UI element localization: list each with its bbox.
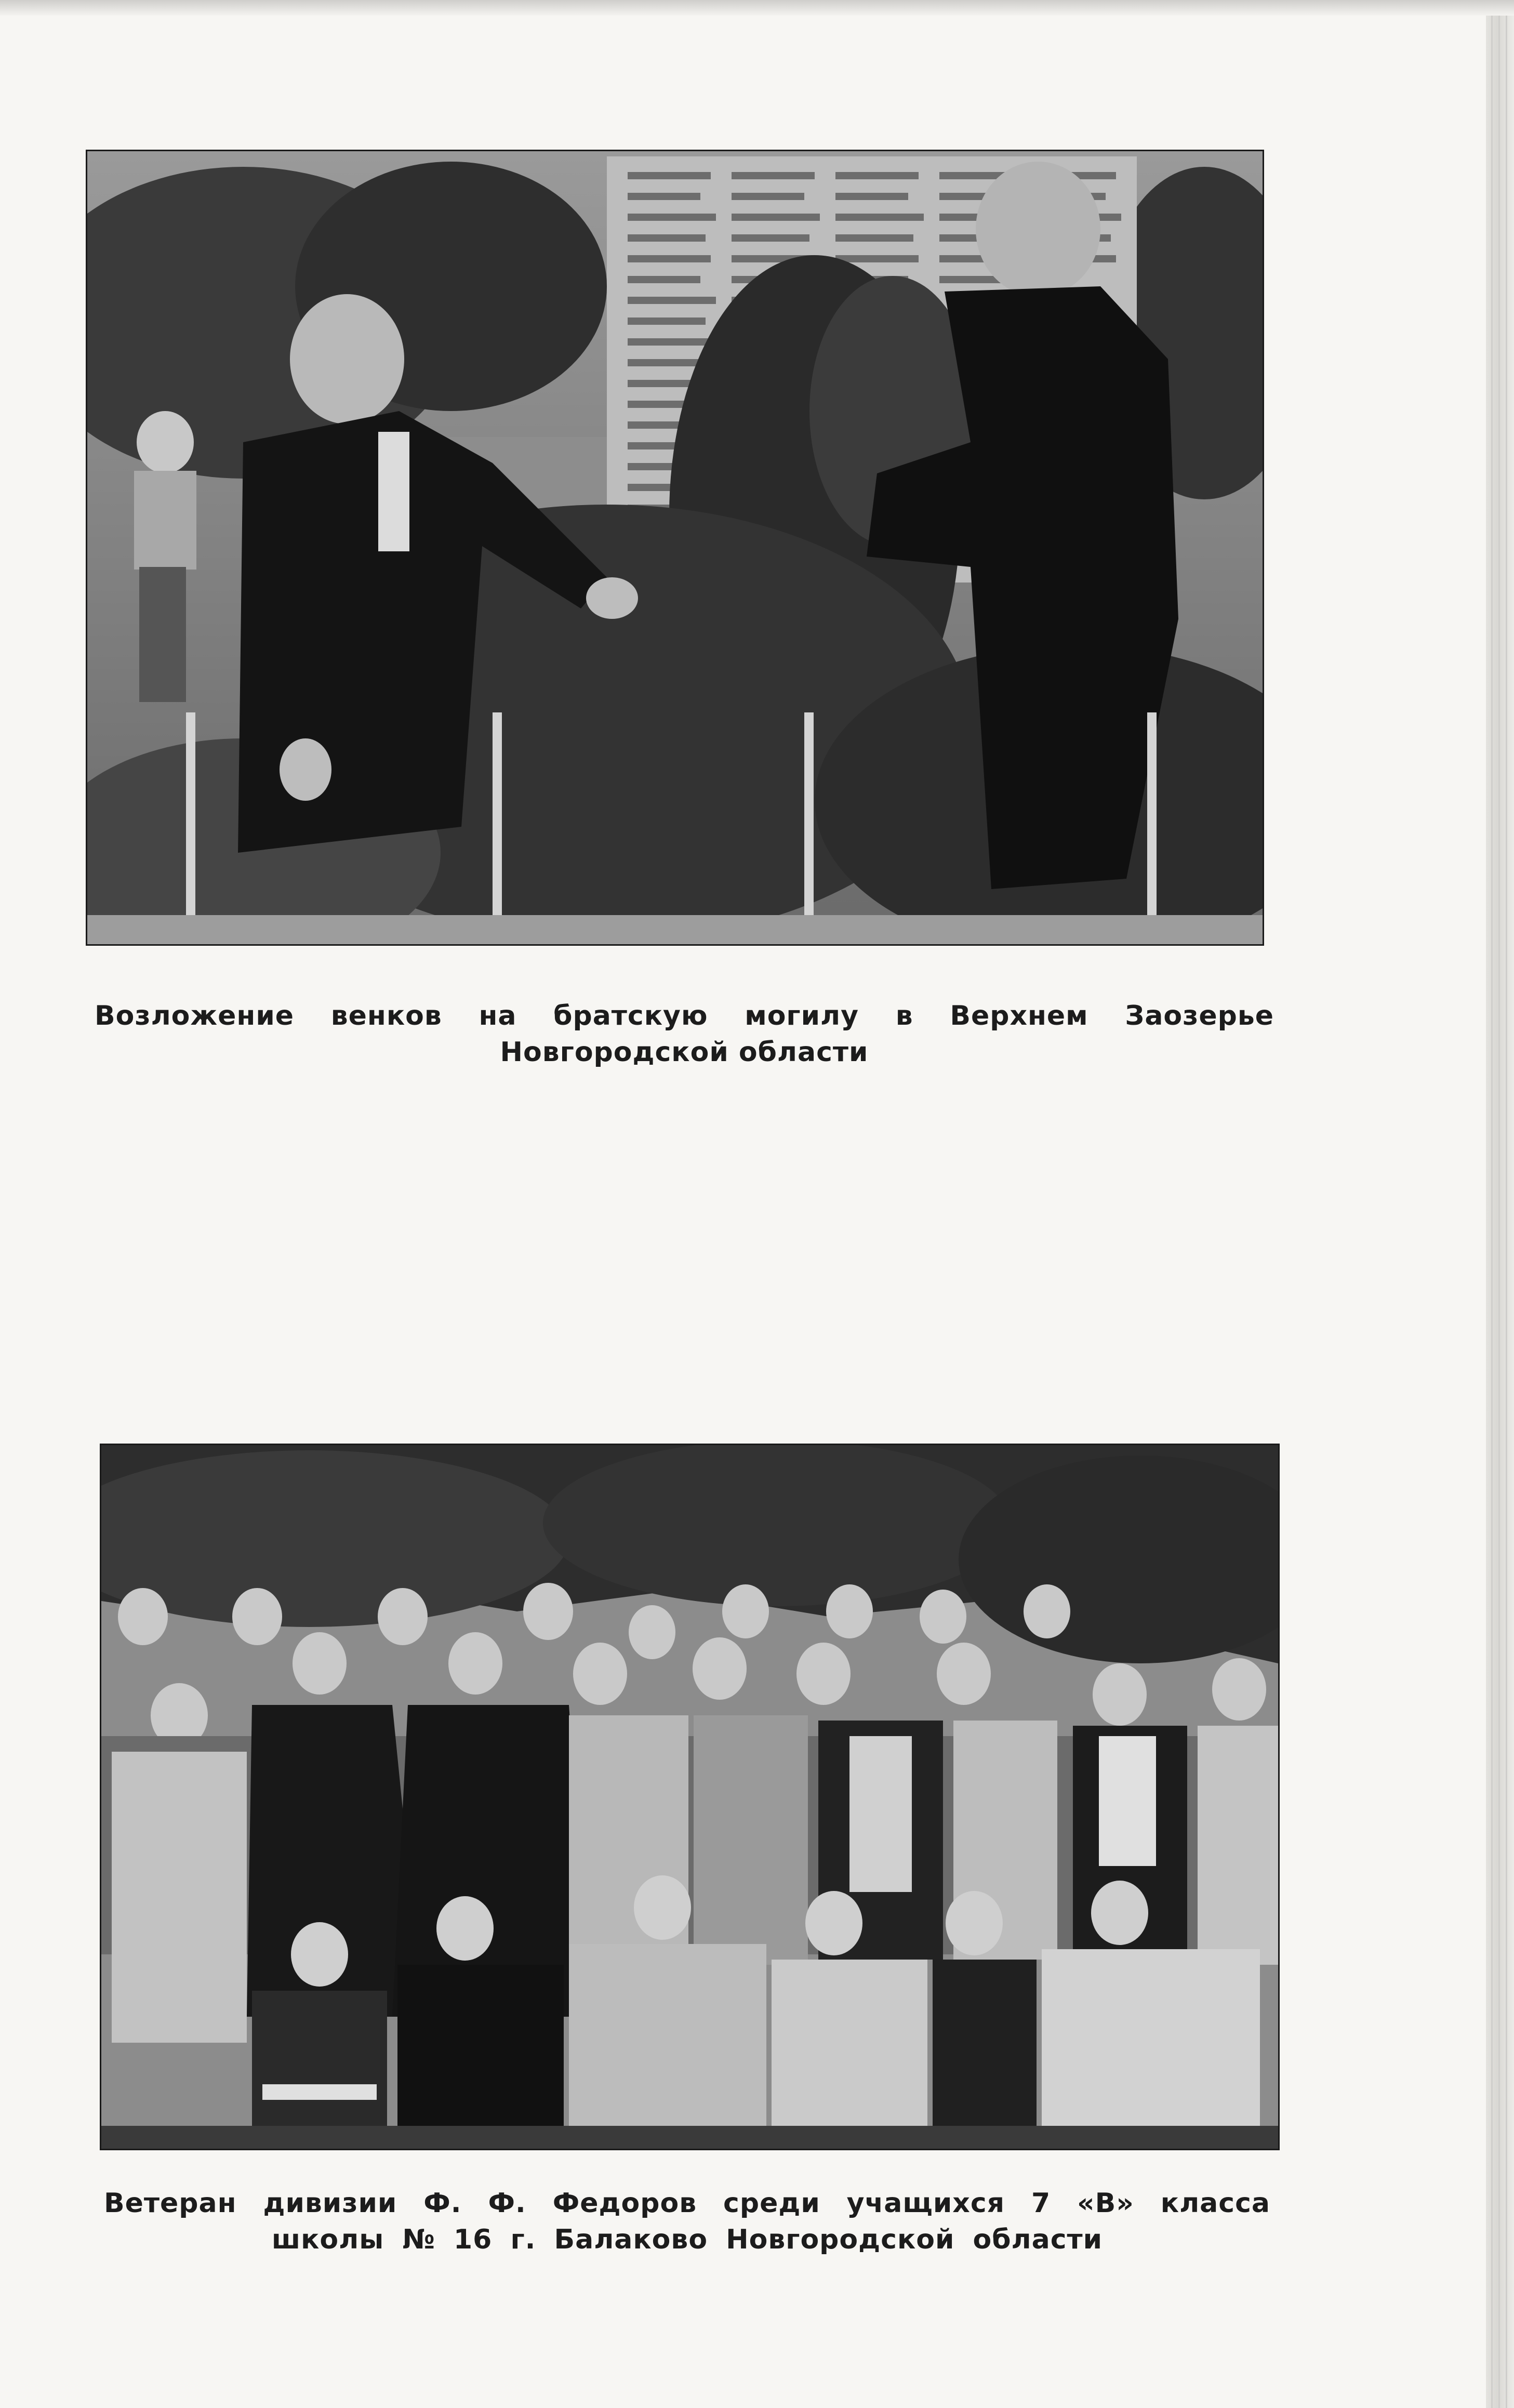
page-edge-line (1506, 0, 1507, 2408)
wreath-laying-photo (86, 150, 1264, 946)
page-edge-line (1491, 0, 1493, 2408)
book-page-edge (1486, 0, 1514, 2408)
class-group-photo-image (101, 1445, 1278, 2149)
wreath-laying-caption: Возложение венков на братскую могилу в Верхнем Заозерье Новгородской области (95, 1000, 1274, 1068)
scan-top-edge (0, 0, 1514, 16)
class-group-caption: Ветеран дивизии Ф. Ф. Федоров среди учащихся 7 «В» класса школы № 16 г. Балаково Новгородской области (104, 2188, 1270, 2255)
page-edge-line (1498, 0, 1500, 2408)
wreath-laying-photo-image (87, 151, 1263, 944)
class-group-photo (100, 1444, 1280, 2150)
